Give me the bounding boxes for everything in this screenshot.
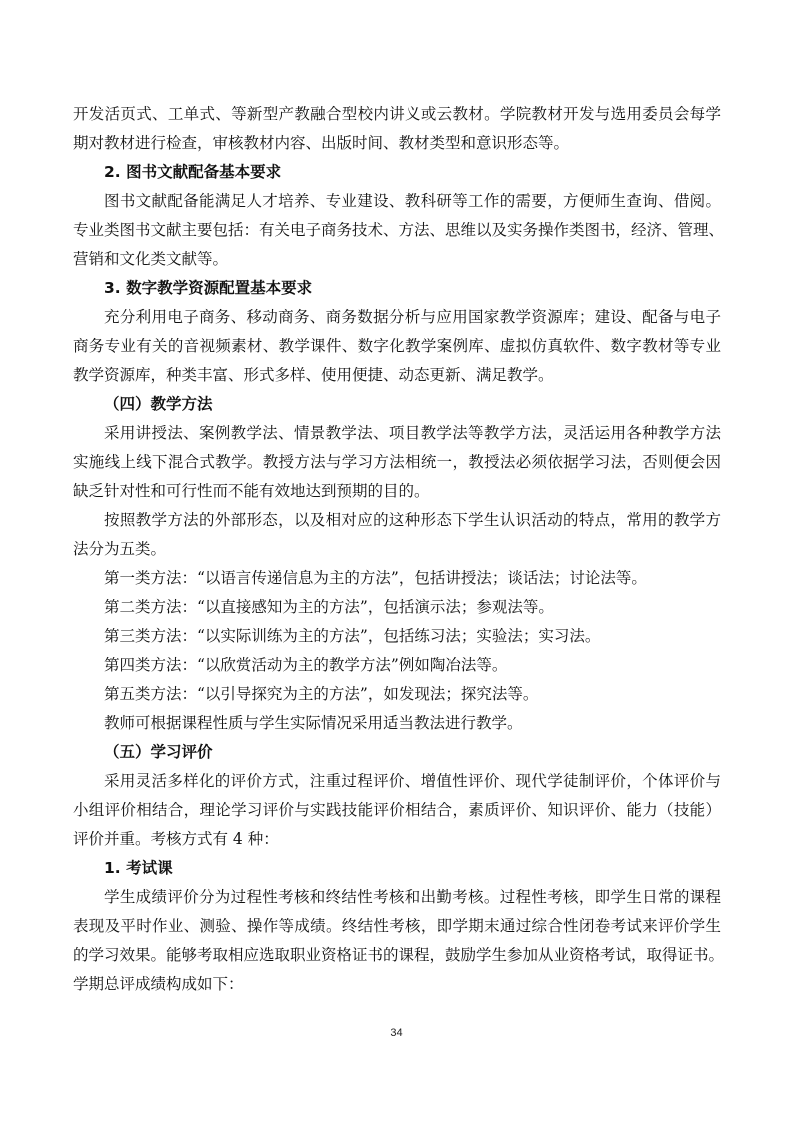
paragraph-line: 评价并重。考核方式有 4 种： xyxy=(73,830,279,848)
paragraph-line: 营销和文化类文献等。 xyxy=(73,250,229,268)
section-heading: 1. 考试课 xyxy=(104,859,173,877)
paragraph-line: 采用灵活多样化的评价方式，注重过程评价、增值性评价、现代学徒制评价，个体评价与 xyxy=(104,772,721,790)
paragraph-line: 教学资源库，种类丰富、形式多样、使用便捷、动态更新、满足教学。 xyxy=(73,366,554,384)
paragraph-line: 法分为五类。 xyxy=(73,540,167,558)
section-heading: （五）学习评价 xyxy=(104,743,213,761)
section-heading: 2. 图书文献配备基本要求 xyxy=(104,163,282,181)
paragraph-line: 教师可根据课程性质与学生实际情况采用适当教法进行教学。 xyxy=(104,714,523,732)
page-number: 34 xyxy=(390,1027,403,1039)
paragraph-line: 的学习效果。能够考取相应选取职业资格证书的课程，鼓励学生参加从业资格考试，取得证书。 xyxy=(73,946,725,964)
paragraph-line: 第四类方法：“以欣赏活动为主的教学方法”例如陶冶法等。 xyxy=(104,656,508,674)
paragraph-line: 第五类方法：“以引导探究为主的方法”，如发现法；探究法等。 xyxy=(104,685,539,703)
paragraph-line: 学期总评成绩构成如下： xyxy=(73,975,244,993)
paragraph-line: 充分利用电子商务、移动商务、商务数据分析与应用国家教学资源库；建设、配备与电子 xyxy=(104,308,721,326)
paragraph-line: 第二类方法：“以直接感知为主的方法”，包括演示法；参观法等。 xyxy=(104,598,554,616)
paragraph-line: 期对教材进行检查，审核教材内容、出版时间、教材类型和意识形态等。 xyxy=(73,134,570,152)
paragraph-line: 开发活页式、工单式、等新型产教融合型校内讲义或云教材。学院教材开发与选用委员会每学 xyxy=(73,105,721,123)
paragraph-line: 按照教学方法的外部形态，以及相对应的这种形态下学生认识活动的特点，常用的教学方 xyxy=(104,511,721,529)
paragraph-line: 第三类方法：“以实际训练为主的方法”，包括练习法；实验法；实习法。 xyxy=(104,627,601,645)
paragraph-line: 采用讲授法、案例教学法、情景教学法、项目教学法等教学方法，灵活运用各种教学方法 xyxy=(104,424,721,442)
paragraph-line: 实施线上线下混合式教学。教授方法与学习方法相统一，教授法必须依据学习法，否则便会因 xyxy=(73,453,721,471)
paragraph-line: 表现及平时作业、测验、操作等成绩。终结性考核，即学期末通过综合性闭卷考试来评价学生 xyxy=(73,917,721,935)
paragraph-line: 学生成绩评价分为过程性考核和终结性考核和出勤考核。过程性考核，即学生日常的课程 xyxy=(104,888,721,906)
paragraph-line: 小组评价相结合，理论学习评价与实践技能评价相结合，素质评价、知识评价、能力（技能） xyxy=(73,801,721,819)
paragraph-line: 专业类图书文献主要包括：有关电子商务技术、方法、思维以及实务操作类图书，经济、管理、 xyxy=(73,221,725,239)
section-heading: 3. 数字教学资源配置基本要求 xyxy=(104,279,313,297)
paragraph-line: 第一类方法：“以语言传递信息为主的方法”，包括讲授法；谈话法；讨论法等。 xyxy=(104,569,647,587)
paragraph-line: 缺乏针对性和可行性而不能有效地达到预期的目的。 xyxy=(73,482,430,500)
paragraph-line: 图书文献配备能满足人才培养、专业建设、教科研等工作的需要，方便师生查询、借阅。 xyxy=(104,192,721,210)
section-heading: （四）教学方法 xyxy=(104,395,213,413)
paragraph-line: 商务专业有关的音视频素材、教学课件、数字化教学案例库、虚拟仿真软件、数字教材等专业 xyxy=(73,337,721,355)
